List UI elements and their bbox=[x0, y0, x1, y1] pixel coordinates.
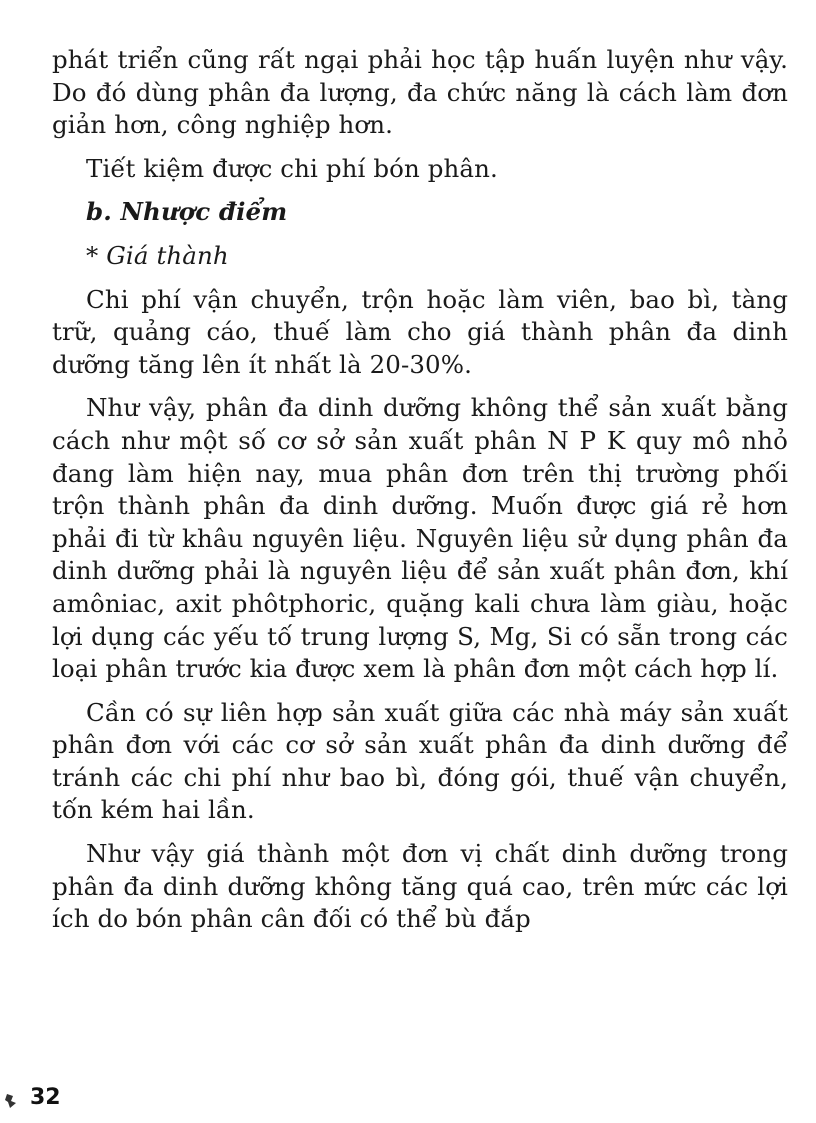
corner-scan-mark-icon bbox=[4, 1092, 20, 1110]
section-heading-disadvantages: b. Nhược điểm bbox=[86, 197, 288, 227]
paragraph-continued: phát triển cũng rất ngại phải học tập huấn luyện như vậy. Do đó dùng phân đa lượng, đa chức năng là cách làm đơn giản hơn, công nghiệp hơn. bbox=[52, 45, 788, 140]
paragraph-cooperation: Cần có sự liên hợp sản xuất giữa các nhà máy sản xuất phân đơn với các cơ sở sản xuất phân đa dinh dưỡng để tránh các chi phí như bao bì, đóng gói, thuế vận chuyển, tốn kém hai lần. bbox=[52, 697, 788, 825]
paragraph-savings: Tiết kiệm được chi phí bón phân. bbox=[86, 153, 498, 183]
subheading-price: * Giá thành bbox=[86, 240, 229, 270]
page-number: 32 bbox=[30, 1085, 61, 1110]
paragraph-costs: Chi phí vận chuyển, trộn hoặc làm viên, bao bì, tàng trữ, quảng cáo, thuế làm cho giá thành phân đa dinh dưỡng tăng lên ít nhất là 20-30%. bbox=[52, 284, 788, 379]
paragraph-conclusion: Như vậy giá thành một đơn vị chất dinh dưỡng trong phân đa dinh dưỡng không tăng quá cao, trên mức các lợi ích do bón phân cân đối có thể bù đắp bbox=[52, 839, 788, 934]
paragraph-production: Như vậy, phân đa dinh dưỡng không thể sản xuất bằng cách như một số cơ sở sản xuất phân N P K quy mô nhỏ đang làm hiện nay, mua phân đơn trên thị trường phối trộn thành phân đa dinh dưỡng. Muốn được giá rẻ hơn phải đi từ khâu nguyên liệu. Nguyên liệu sử dụng phân đa dinh dưỡng phải là nguyên liệu để sản xuất phân đơn, khí amôniac, axit phôtphoric, quặng kali chưa làm giàu, hoặc lợi dụng các yếu tố trung lượng S, Mg, Si có sẵn trong các loại phân trước kia được xem là phân đơn một cách hợp lí. bbox=[52, 393, 788, 684]
body-text bbox=[52, 44, 788, 936]
